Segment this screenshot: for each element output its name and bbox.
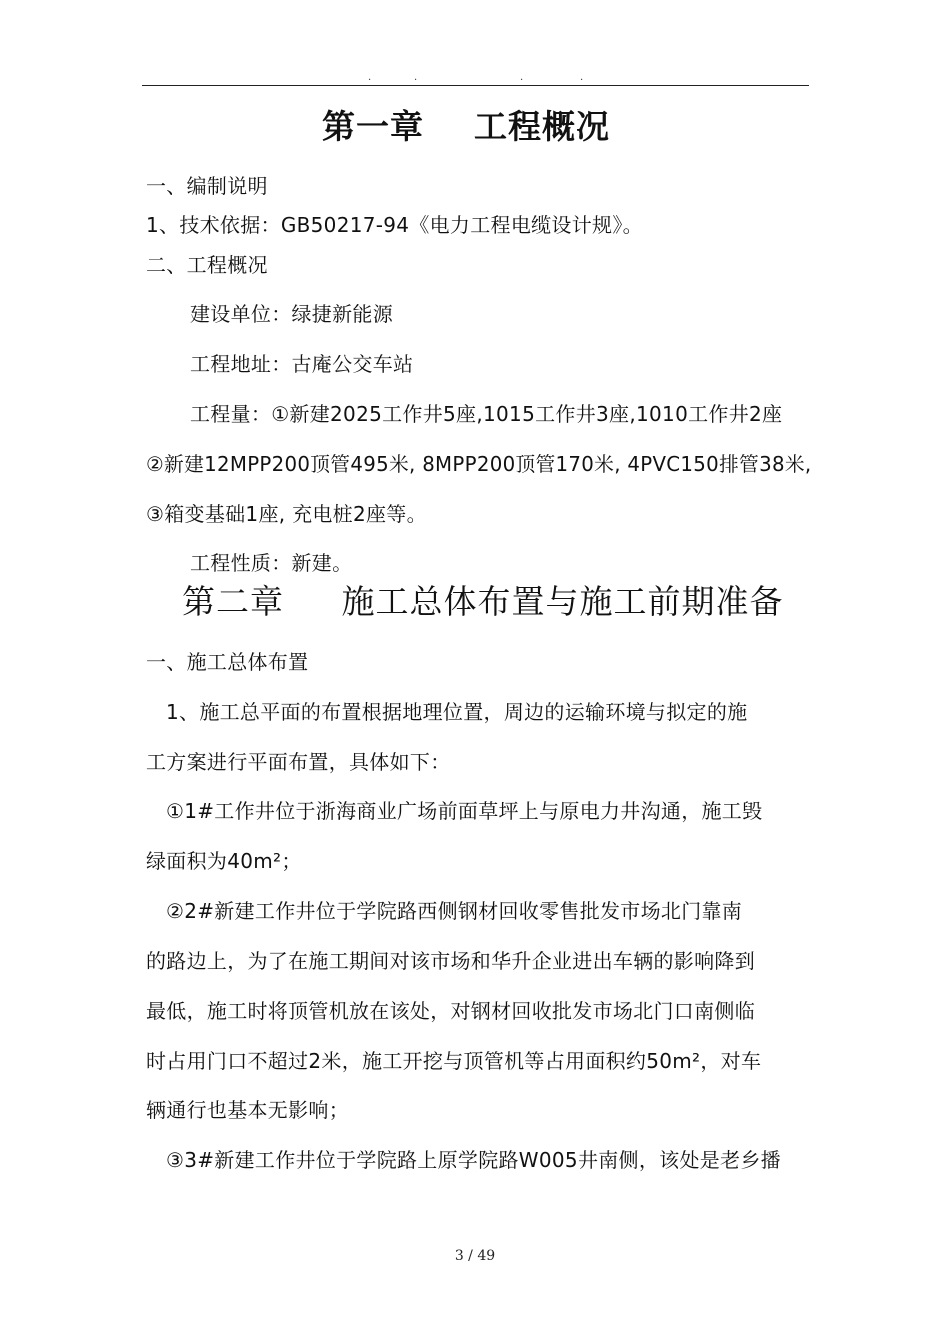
paragraph-line: 绿面积为40m²； [146, 849, 302, 873]
header-dots [362, 72, 592, 84]
paragraph-line: 1、施工总平面的布置根据地理位置，周边的运输环境与拟定的施 [166, 700, 748, 724]
header-dot: . [368, 72, 372, 83]
paragraph-line: 辆通行也基本无影响； [146, 1098, 349, 1122]
paragraph-line: 工方案进行平面布置，具体如下： [146, 750, 451, 774]
chapter-2-title: 第二章 施工总体布置与施工前期准备 [182, 582, 784, 621]
chapter-1-title: 第一章 工程概况 [322, 107, 610, 146]
quantity-line: ②新建12MPP200顶管495米, 8MPP200顶管170米, 4PVC150排管38米, [146, 452, 812, 476]
header-dot: . [414, 72, 418, 83]
quantity-line: 工程量：①新建2025工作井5座,1015工作井3座,1010工作井2座 [190, 402, 783, 426]
quantity-line: ③箱变基础1座, 充电桩2座等。 [146, 502, 427, 526]
tech-basis: 1、技术依据：GB50217-94《电力工程电缆设计规》。 [146, 213, 643, 237]
section-heading: 二、工程概况 [146, 253, 268, 277]
section-heading: 一、编制说明 [146, 174, 268, 198]
page-number: 3 / 49 [454, 1248, 496, 1264]
paragraph-line: ③3#新建工作井位于学院路上原学院路W005井南侧，该处是老乡播 [166, 1148, 781, 1172]
section-heading: 一、施工总体布置 [146, 650, 309, 674]
paragraph-line: ②2#新建工作井位于学院路西侧钢材回收零售批发市场北门靠南 [166, 899, 743, 923]
header-dot: . [520, 72, 524, 83]
address-line: 工程地址：古庵公交车站 [190, 352, 414, 376]
paragraph-line: ①1#工作井位于浙海商业广场前面草坪上与原电力井沟通，施工毁 [166, 799, 763, 823]
header-dot: . [580, 72, 584, 83]
header-rule [142, 85, 809, 86]
paragraph-line: 时占用门口不超过2米，施工开挖与顶管机等占用面积约50m²，对车 [146, 1049, 762, 1073]
paragraph-line: 最低，施工时将顶管机放在该处，对钢材回收批发市场北门口南侧临 [146, 999, 755, 1023]
builder-line: 建设单位：绿捷新能源 [190, 302, 393, 326]
nature-line: 工程性质：新建。 [190, 551, 353, 575]
paragraph-line: 的路边上，为了在施工期间对该市场和华升企业进出车辆的影响降到 [146, 949, 755, 973]
